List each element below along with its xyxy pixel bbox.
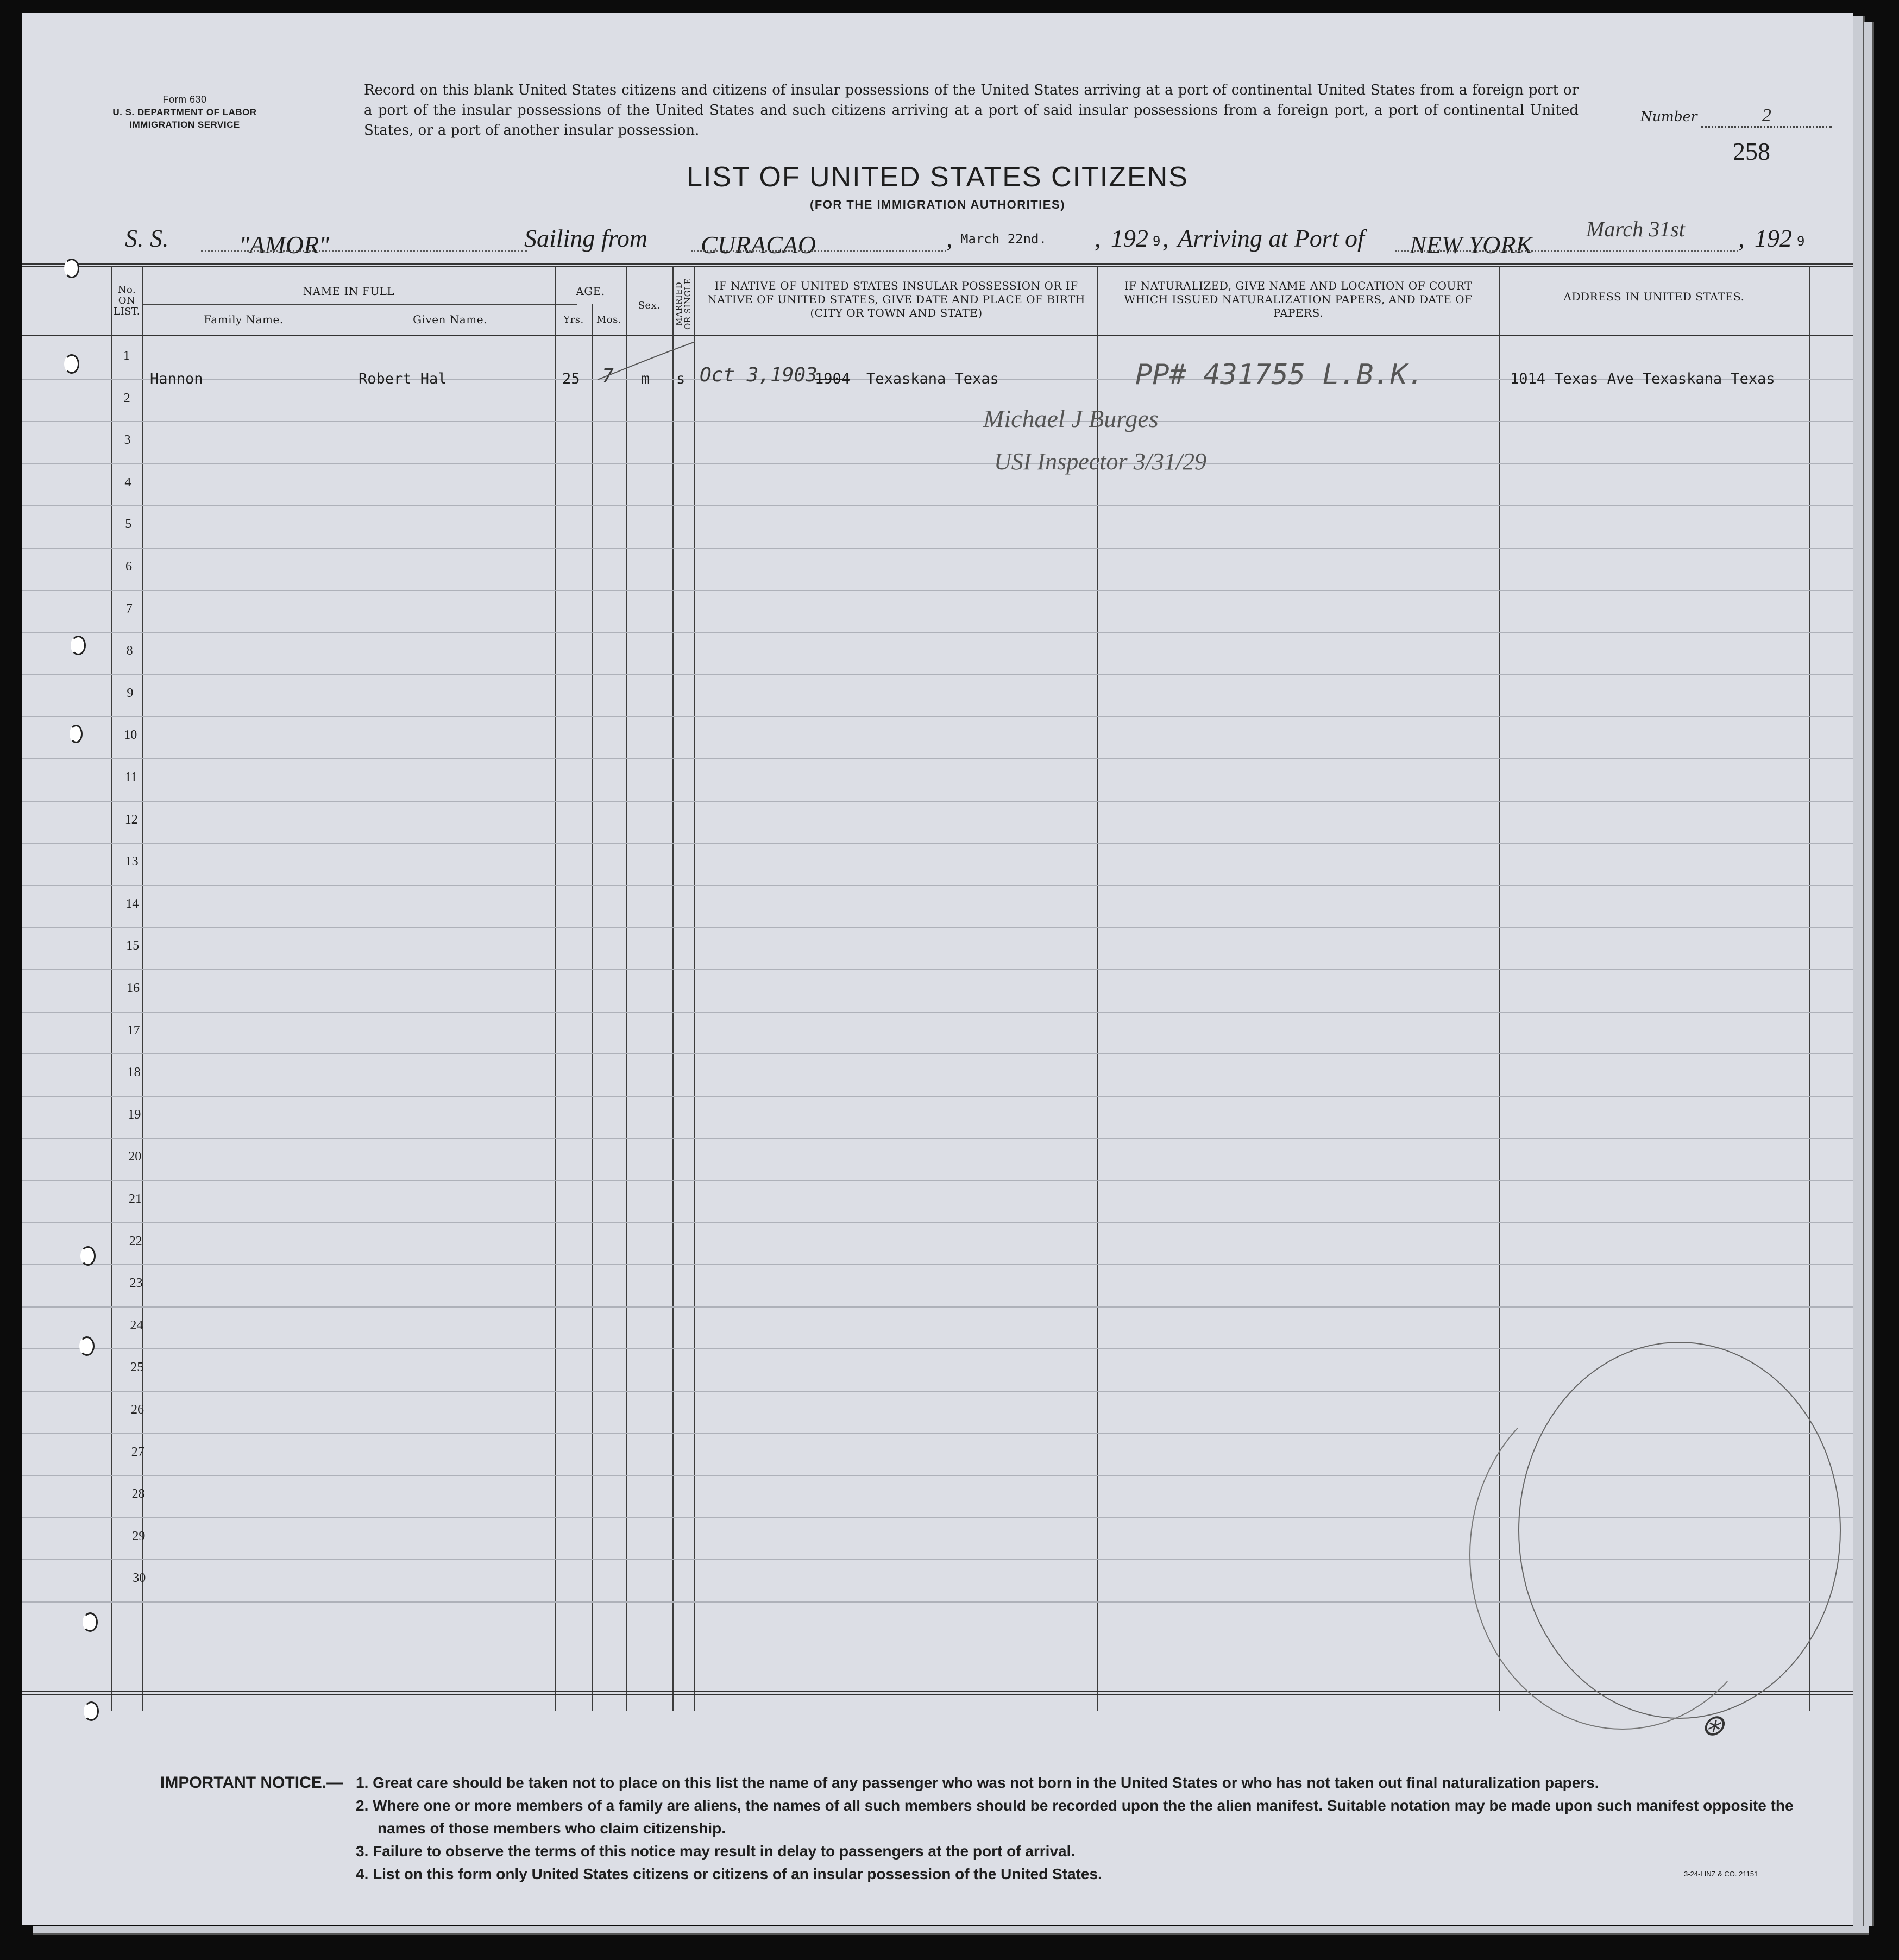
binder-hole bbox=[70, 725, 83, 743]
notice-item: 4. List on this form only United States citizens or citizens of an insular possession of the United States. bbox=[356, 1865, 1102, 1882]
header-yrs: Yrs. bbox=[563, 314, 584, 325]
from-port: CURACAO bbox=[701, 231, 816, 259]
entry-struck-year: 1904 bbox=[815, 370, 851, 387]
row-rule bbox=[22, 927, 1853, 928]
row-number: 29 bbox=[132, 1529, 146, 1543]
header-given-name: Given Name. bbox=[413, 313, 487, 326]
form-number: Form 630 bbox=[162, 94, 207, 105]
number-label: Number bbox=[1640, 109, 1697, 124]
row-rule bbox=[22, 1053, 1853, 1054]
entry-marital-status: s bbox=[676, 370, 686, 387]
notice-item: 1. Great care should be taken not to place on this list the name of any passenger who was not born in the United States or who has not taken out final naturalization papers. bbox=[356, 1774, 1599, 1791]
row-number: 24 bbox=[130, 1318, 143, 1333]
row-number: 21 bbox=[129, 1192, 142, 1206]
department-name: U. S. DEPARTMENT OF LABOR bbox=[112, 107, 257, 117]
row-rule bbox=[22, 1222, 1853, 1223]
header-naturalized: IF NATURALIZED, GIVE NAME AND LOCATION OF COURT WHICH ISSUED NATURALIZATION PAPERS, AND DATE OF PAPERS. bbox=[1124, 279, 1473, 319]
row-number: 4 bbox=[124, 475, 131, 489]
row-number: 25 bbox=[130, 1360, 144, 1374]
header-name-in-full: NAME IN FULL bbox=[303, 285, 395, 298]
entry-sex: m bbox=[641, 370, 650, 387]
row-number: 1 bbox=[123, 349, 130, 363]
row-number: 19 bbox=[128, 1108, 141, 1122]
row-number: 30 bbox=[133, 1571, 146, 1585]
row-rule bbox=[22, 590, 1853, 591]
header-address: ADDRESS IN UNITED STATES. bbox=[1563, 290, 1745, 303]
entry-passport-note: PP# 431755 L.B.K. bbox=[1135, 359, 1425, 391]
row-number: 3 bbox=[124, 433, 131, 447]
row-rule bbox=[22, 1138, 1853, 1139]
printer-mark: 3-24-LINZ & CO. 21151 bbox=[1684, 1870, 1758, 1878]
ship-name: "AMOR" bbox=[239, 231, 330, 259]
row-rule bbox=[22, 1180, 1853, 1181]
inspector-title: USI Inspector 3/31/29 bbox=[994, 448, 1207, 475]
row-number: 8 bbox=[126, 644, 133, 658]
row-rule bbox=[22, 969, 1853, 970]
binder-hole bbox=[71, 636, 86, 655]
header-age: AGE. bbox=[576, 285, 605, 298]
row-number: 22 bbox=[129, 1234, 142, 1248]
row-number: 18 bbox=[127, 1065, 141, 1079]
page-edge-right-2 bbox=[1864, 22, 1874, 1926]
important-notice bbox=[160, 1771, 1844, 1886]
entry-given-name: Robert Hal bbox=[359, 370, 447, 387]
row-rule bbox=[22, 843, 1853, 844]
row-rule bbox=[22, 801, 1853, 802]
page-subtitle: (FOR THE IMMIGRATION AUTHORITIES) bbox=[810, 198, 1065, 211]
inspector-signature: Michael J Burges bbox=[983, 405, 1159, 432]
binder-hole bbox=[84, 1701, 99, 1721]
entry-birth-place: Texaskana Texas bbox=[866, 370, 999, 387]
row-number: 7 bbox=[125, 602, 133, 616]
binder-hole bbox=[79, 1336, 95, 1356]
row-rule bbox=[22, 463, 1853, 464]
row-rule bbox=[22, 505, 1853, 506]
binder-hole bbox=[80, 1246, 96, 1266]
page-number: 258 bbox=[1733, 137, 1770, 165]
arrival-date: March 31st bbox=[1586, 217, 1685, 241]
row-rule bbox=[22, 1096, 1853, 1097]
pencil-mark: ⊛ bbox=[1700, 1709, 1725, 1742]
year-prefix-1: 192 bbox=[1111, 224, 1148, 252]
manifest-page: Form 630 U. S. DEPARTMENT OF LABOR IMMIGRATION SERVICE Record on this blank United States citizens and citizens of insular possessions of the United States arriving at a port of continental United States from a foreign port or a port of the insular possessions of the United States and such citizens arriving at a port of said insular possessions from a foreign port, a port of continental United States, or a port of another insular possession. Number 2 258 LIST OF UNITED STATES CITIZENS (FOR THE IMMIGRATION AUTHORITIES) S. S. "AMOR" Sailing from CURACAO , March 22nd. , 192 9 , Arriving at Port of NEW YORK March 31st , 192 9 No. ON LIST. NAME IN FULL Family Name. Given Name. AGE. Yrs. Mos. Sex. MARRIED OR SINGLE IF NATIVE OF UNITED STATES INSULAR POSSESSION OR IF NATIVE OF UNITED STATES, GIVE DATE AND PLACE OF BIRTH (CITY OR TOWN AND STATE) IF NATURALIZED, GIVE NAME AND LOCATION OF COURT WHICH ISSUED NATURALIZATION PAPERS, AND DATE OF PAPERS. ADDRESS IN UNITED STATES. 1 2 3 4 5 6 7 8 9 10 11 12 13 14 15 16 17 18 19 20 21 22 23 24 25 26 27 28 29 30 Hannon Robert Hal 25 7 m s Oct 3,1903 1904 Texaskana Texas PP# 431755 L.B.K. 1014 Texas Ave Texaskana Texas Michael J Burges USI Inspector 3/31/29 ⊛ IMPORTANT NOTICE.— 1. Great care should be taken not to place on this list the name of any passenger who was not born in the United States or who has not taken out final naturalization papers. 2. Where one or more members of a family are aliens, the names of all such members should be recorded upon the the alien manifest. Suitable notation may be made upon such manifest opposite the names of those members who claim citizenship. 3. Failure to observe the terms of this notice may result in delay to passengers at the port of arrival. 4. List on this form only United States citizens or citizens of an insular possession of the United States. 3-24-LINZ & CO. 21151 bbox=[22, 13, 1853, 1925]
tick-mark bbox=[592, 339, 701, 388]
page-edge-right bbox=[1853, 16, 1865, 1928]
header-no: No. ON LIST. bbox=[114, 284, 140, 317]
notice-item: 3. Failure to observe the terms of this notice may result in delay to passengers at the port of arrival. bbox=[356, 1843, 1076, 1860]
row-rule bbox=[22, 716, 1853, 717]
row-number: 12 bbox=[124, 813, 138, 827]
entry-birth-date: Oct 3,1903 bbox=[700, 364, 818, 386]
row-number: 10 bbox=[124, 728, 137, 742]
entry-family-name: Hannon bbox=[150, 370, 203, 387]
row-rule bbox=[22, 1306, 1853, 1308]
row-number: 11 bbox=[124, 770, 137, 784]
row-rule bbox=[22, 674, 1853, 675]
binder-hole bbox=[64, 354, 79, 374]
notice-lead: IMPORTANT NOTICE.— bbox=[160, 1774, 343, 1792]
binder-hole bbox=[64, 259, 79, 278]
year-suffix-2: 9 bbox=[1797, 234, 1805, 249]
row-number: 2 bbox=[123, 391, 130, 405]
sailing-label: Sailing from bbox=[524, 224, 648, 252]
row-number: 13 bbox=[125, 855, 139, 869]
year-suffix-1: 9 bbox=[1153, 234, 1161, 249]
header-sex: Sex. bbox=[638, 300, 661, 311]
header-married-single: MARRIED OR SINGLE bbox=[674, 278, 693, 330]
header-family-name: Family Name. bbox=[204, 313, 284, 326]
entry-age-months: 7 bbox=[602, 365, 614, 387]
header-native: IF NATIVE OF UNITED STATES INSULAR POSSESSION OR IF NATIVE OF UNITED STATES, GIVE DATE AND PLACE OF BIRTH (CITY OR TOWN AND STATE) bbox=[707, 279, 1085, 319]
row-rule bbox=[22, 1012, 1853, 1013]
row-number: 26 bbox=[131, 1403, 144, 1417]
row-number: 27 bbox=[131, 1445, 144, 1459]
service-name: IMMIGRATION SERVICE bbox=[129, 120, 240, 130]
row-rule bbox=[22, 632, 1853, 633]
year-prefix-2: 192 bbox=[1755, 224, 1792, 252]
form-instructions: Record on this blank United States citizens and citizens of insular possessions of the United States arriving at a port of continental United States from a foreign port or a port of the insular possessions of the United States and such citizens arriving at a port of said insular possessions from a foreign port, a port of continental United States, or a port of another insular possession. bbox=[364, 82, 1579, 139]
ss-label: S. S. bbox=[125, 224, 169, 252]
row-rule bbox=[22, 421, 1853, 422]
entry-age-years: 25 bbox=[562, 370, 580, 387]
header-mos: Mos. bbox=[596, 314, 622, 325]
row-number: 5 bbox=[125, 517, 132, 531]
row-rule bbox=[22, 885, 1853, 886]
row-number: 23 bbox=[129, 1276, 143, 1290]
to-port: NEW YORK bbox=[1410, 231, 1533, 259]
row-number: 20 bbox=[128, 1149, 142, 1164]
notice-item: 2. Where one or more members of a family are aliens, the names of all such members should be recorded upon the the alien manifest. Suitable notation may be made upon such manifest opposite the names of those members who claim citizenship. bbox=[356, 1797, 1794, 1837]
page-edge-bottom bbox=[33, 1926, 1869, 1935]
drawn-circle-overlap bbox=[1469, 1380, 1776, 1730]
binder-hole bbox=[83, 1612, 98, 1632]
arriving-label: Arriving at Port of bbox=[1178, 224, 1364, 252]
depart-date: March 22nd. bbox=[960, 231, 1047, 247]
row-number: 28 bbox=[131, 1487, 145, 1501]
row-rule bbox=[22, 548, 1853, 549]
row-rule bbox=[22, 1264, 1853, 1265]
row-number: 15 bbox=[126, 939, 140, 953]
row-number: 9 bbox=[127, 686, 134, 700]
row-number: 16 bbox=[127, 981, 140, 995]
number-field bbox=[1640, 105, 1832, 128]
row-number: 6 bbox=[125, 560, 132, 574]
entry-address: 1014 Texas Ave Texaskana Texas bbox=[1510, 370, 1775, 387]
page-title: LIST OF UNITED STATES CITIZENS bbox=[687, 161, 1189, 193]
number-value: 2 bbox=[1701, 105, 1832, 128]
row-number: 14 bbox=[125, 897, 139, 911]
row-number: 17 bbox=[127, 1023, 140, 1038]
row-rule bbox=[22, 1348, 1853, 1349]
row-rule bbox=[22, 758, 1853, 759]
form-identifier bbox=[81, 93, 288, 131]
